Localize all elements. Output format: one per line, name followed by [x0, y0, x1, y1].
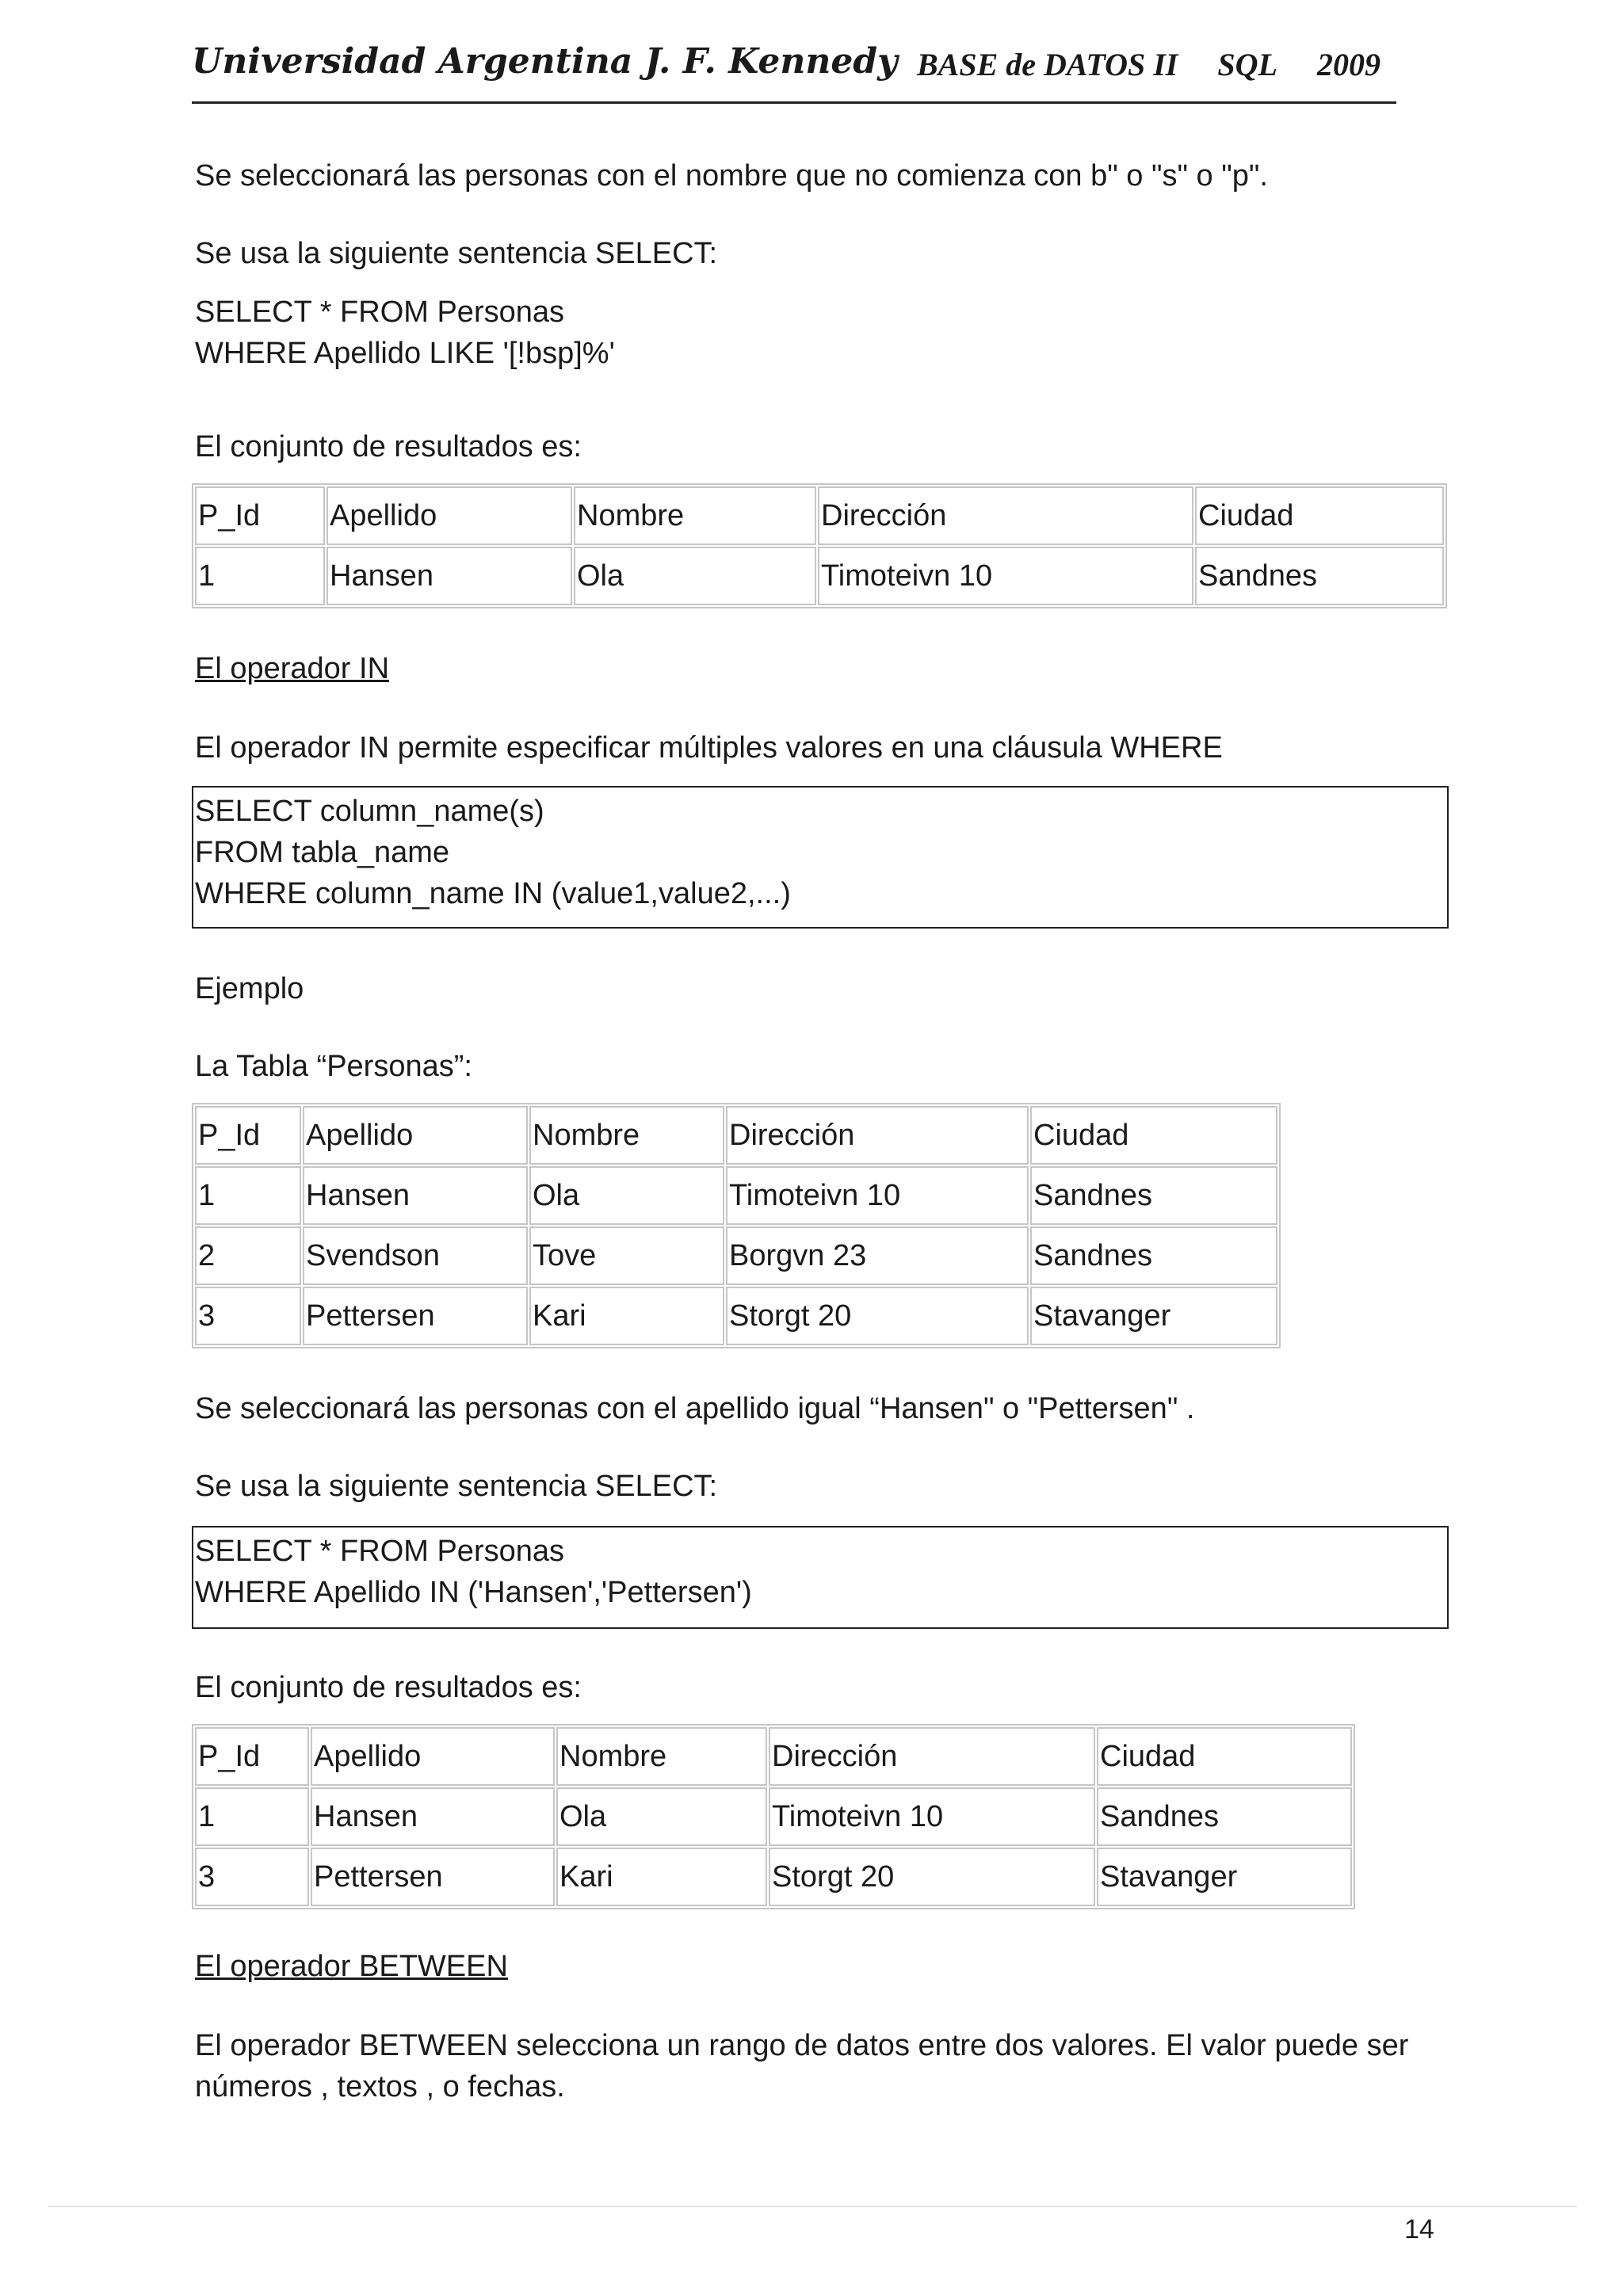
header-cell: Apellido: [311, 1727, 555, 1786]
table-header-row: [195, 1106, 1277, 1165]
table-cell: Svendson: [303, 1226, 528, 1285]
table-row: [195, 1166, 1277, 1225]
table-cell: Timoteivn 10: [769, 1787, 1095, 1846]
in-select-description: Se seleccionará las personas con el apellido igual “Hansen" o "Pettersen" .: [195, 1392, 1195, 1425]
table-cell: 1: [195, 1787, 309, 1846]
between-desc-line-1: El operador BETWEEN selecciona un rango de datos entre dos valores. El valor puede ser: [195, 2029, 1409, 2062]
header-cell: Dirección: [726, 1106, 1029, 1165]
table-cell: Hansen: [303, 1166, 528, 1225]
table-cell: Hansen: [327, 547, 572, 605]
table-cell: Hansen: [311, 1787, 555, 1846]
header-cell: Dirección: [818, 486, 1193, 545]
table-cell: Pettersen: [303, 1287, 528, 1345]
table-header-row: [195, 486, 1444, 545]
footer-rule: [48, 2206, 1577, 2207]
table-cell: Ola: [556, 1787, 767, 1846]
table-cell: Kari: [529, 1287, 724, 1345]
header-cell: Apellido: [327, 486, 572, 545]
table-cell: Sandnes: [1097, 1787, 1352, 1846]
header-cell: Nombre: [556, 1727, 767, 1786]
header-cell: Dirección: [769, 1727, 1095, 1786]
in-uses-select: Se usa la siguiente sentencia SELECT:: [195, 1470, 718, 1503]
in-heading: El operador IN: [195, 652, 390, 685]
course-title: BASE de DATOS II: [917, 47, 1178, 82]
table-cell: 2: [195, 1226, 301, 1285]
course-topic: SQL: [1217, 47, 1277, 82]
table-cell: Borgvn 23: [726, 1226, 1029, 1285]
table-row: [195, 547, 1444, 605]
table-cell: Stavanger: [1030, 1287, 1277, 1345]
in-sql-line-1: SELECT * FROM Personas: [195, 1535, 565, 1568]
table-row: [195, 1287, 1277, 1345]
university-name: Universidad Argentina J. F. Kennedy: [192, 41, 898, 82]
table-cell: 1: [195, 1166, 301, 1225]
table-cell: Pettersen: [311, 1848, 555, 1906]
table-row: [195, 1787, 1352, 1846]
header-cell: P_Id: [195, 486, 325, 545]
table-cell: Sandnes: [1030, 1226, 1277, 1285]
in-description: El operador IN permite especificar múltiples valores en una cláusula WHERE: [195, 731, 1223, 765]
table-cell: 3: [195, 1848, 309, 1906]
table-cell: Kari: [556, 1848, 767, 1906]
header-cell: Ciudad: [1030, 1106, 1277, 1165]
between-heading: El operador BETWEEN: [195, 1950, 508, 1983]
header-cell: P_Id: [195, 1727, 309, 1786]
like-result-table: [192, 483, 1447, 608]
personas-table: [192, 1103, 1281, 1348]
syntax-line-2: FROM tabla_name: [195, 836, 450, 869]
table-cell: 1: [195, 547, 325, 605]
table-row: [195, 1226, 1277, 1285]
page-header: [192, 38, 1396, 105]
in-syntax-box: [192, 786, 1449, 929]
between-desc-line-2: números , textos , o fechas.: [195, 2070, 565, 2103]
header-rule: [192, 101, 1396, 104]
syntax-line-1: SELECT column_name(s): [195, 795, 544, 828]
table-cell: Sandnes: [1030, 1166, 1277, 1225]
syntax-line-3: WHERE column_name IN (value1,value2,...): [195, 877, 791, 910]
in-sql-box: [192, 1526, 1449, 1629]
table-cell: Timoteivn 10: [818, 547, 1193, 605]
course-year: 2009: [1316, 47, 1381, 82]
table-row: [195, 1848, 1352, 1906]
table-cell: Timoteivn 10: [726, 1166, 1029, 1225]
like-intro: Se seleccionará las personas con el nombre que no comienza con b" o "s" o "p".: [195, 159, 1268, 193]
header-cell: Ciudad: [1097, 1727, 1352, 1786]
header-cell: Apellido: [303, 1106, 528, 1165]
table-cell: Ola: [574, 547, 816, 605]
header-cell: P_Id: [195, 1106, 301, 1165]
like-sql-line-1: SELECT * FROM Personas: [195, 296, 565, 329]
like-sql-line-2: WHERE Apellido LIKE '[!bsp]%': [195, 337, 615, 370]
header-cell: Ciudad: [1195, 486, 1444, 545]
like-result-label: El conjunto de resultados es:: [195, 430, 582, 463]
table-header-row: [195, 1727, 1352, 1786]
table-cell: Stavanger: [1097, 1848, 1352, 1906]
like-uses-select: Se usa la siguiente sentencia SELECT:: [195, 237, 718, 270]
table-cell: Sandnes: [1195, 547, 1444, 605]
header-cell: Nombre: [574, 486, 816, 545]
example-label: Ejemplo: [195, 972, 304, 1005]
table-cell: 3: [195, 1287, 301, 1345]
header-cell: Nombre: [529, 1106, 724, 1165]
page-number: 14: [1404, 2214, 1434, 2245]
table-cell: Storgt 20: [769, 1848, 1095, 1906]
in-sql-line-2: WHERE Apellido IN ('Hansen','Pettersen'): [195, 1576, 752, 1609]
in-result-label: El conjunto de resultados es:: [195, 1671, 582, 1704]
in-result-table: [192, 1724, 1355, 1909]
table-cell: Ola: [529, 1166, 724, 1225]
personas-table-label: La Tabla “Personas”:: [195, 1050, 472, 1083]
table-cell: Storgt 20: [726, 1287, 1029, 1345]
course-info: [917, 41, 1381, 89]
table-cell: Tove: [529, 1226, 724, 1285]
